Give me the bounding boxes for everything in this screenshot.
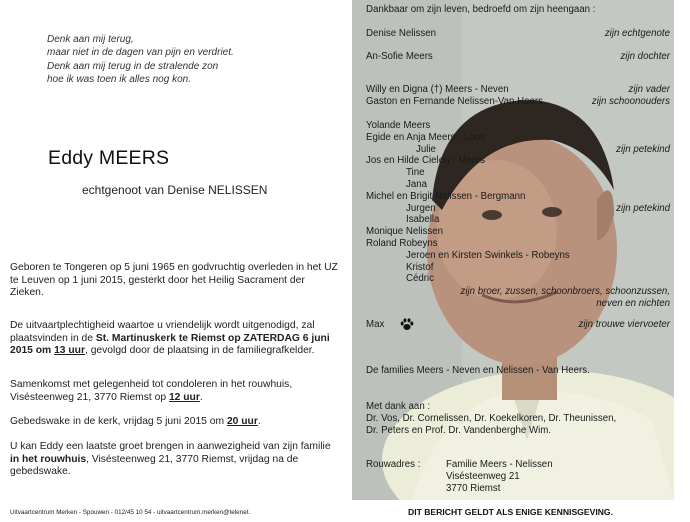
- rouwadres-family: Familie Meers - Nelissen: [446, 459, 553, 470]
- birth-paragraph: Geboren te Tongeren op 5 juni 1965 en godvruchtig overleden in het UZ te Leuven op 1 juni 2015, gesterkt door het Heilig Sacrament der Zieken.: [10, 262, 338, 299]
- family-role: zijn trouwe viervoeter: [578, 319, 670, 330]
- first-name: Eddy: [48, 147, 94, 169]
- family-name: Max: [366, 319, 385, 330]
- family-name: Tine: [406, 167, 425, 178]
- funeral-text: [10, 320, 340, 358]
- rouwadres-street: Visésteenweg 21: [446, 471, 520, 482]
- poem-line: Denk aan mij terug,: [47, 34, 134, 45]
- family-role: zijn vader: [628, 84, 670, 95]
- family-name: Denise Nelissen: [366, 28, 436, 39]
- vigil-text: [10, 416, 340, 429]
- poem-line: hoe ik was toen ik alles nog kon.: [47, 74, 191, 86]
- family-role: zijn schoonouders: [591, 96, 670, 107]
- right-page: [352, 0, 690, 522]
- family-row: Michel en Brigit Nelissen - Bergmann: [366, 191, 526, 202]
- deceased-name: [48, 147, 169, 170]
- family-role: zijn petekind: [616, 203, 670, 214]
- siblings-role: neven en nichten: [596, 298, 670, 309]
- farewell-outro: , Visésteenweg 21, 3770 Riemst, vrijdag na de gebedswake.: [10, 453, 299, 478]
- family-role: zijn petekind: [616, 144, 670, 155]
- family-name: Julie: [416, 144, 436, 155]
- last-name: MEERS: [98, 147, 170, 169]
- families-line: De families Meers - Neven en Nelissen - Van Heers.: [366, 365, 590, 376]
- funeral-church: St. Martinuskerk te Riemst op ZATERDAG 6 juni 2015 om: [10, 332, 330, 357]
- farewell-intro: U kan Eddy een laatste groet brengen in aanwezigheid van zijn familie: [10, 441, 331, 452]
- thanks-line: Dr. Vos, Dr. Cornelissen, Dr. Koekelkoren, Dr. Theunissen,: [366, 413, 617, 424]
- thanks-line: Dr. Peters en Prof. Dr. Vandenberghe Wim.: [366, 425, 552, 436]
- poem-line: Denk aan mij terug in de stralende zon: [47, 60, 219, 72]
- funeral-intro: De uitvaartplechtigheid waartoe u vriendelijk wordt uitgenodigd, zal plaatsvinden in de: [10, 320, 315, 344]
- rouwadres-line: [366, 459, 670, 471]
- birth-text: [10, 262, 340, 300]
- poem: [47, 33, 234, 87]
- spouse-prefix: echtgenoot van Denise: [82, 183, 205, 197]
- funeral-paragraph: [10, 320, 340, 358]
- vigil-paragraph: [10, 416, 340, 429]
- family-row: Roland Robeyns: [366, 238, 438, 249]
- gathering-paragraph: [10, 379, 340, 404]
- funeral-hour: 13 uur: [54, 345, 85, 357]
- rouwadres-label: Rouwadres :: [366, 459, 421, 470]
- family-role: zijn dochter: [620, 51, 670, 62]
- poem-line: maar niet in de dagen van pijn en verdriet.: [47, 47, 234, 59]
- family-name: Willy en Digna (†) Meers - Neven: [366, 84, 509, 95]
- family-row: [366, 51, 670, 63]
- family-row: Yolande Meers: [366, 120, 431, 131]
- notice-footer: DIT BERICHT GELDT ALS ENIGE KENNISGEVING.: [408, 507, 613, 517]
- family-row: [366, 96, 670, 108]
- family-name: Gaston en Fernande Nelissen-Van Heers: [366, 96, 543, 107]
- rouwadres-city: 3770 Riemst: [446, 483, 501, 494]
- family-name: Jurgen: [406, 203, 436, 214]
- gathering-hour: 12 uur: [168, 391, 200, 403]
- farewell-location: in het rouwhuis: [10, 453, 87, 465]
- siblings-role: zijn broer, zussen, schoonbroers, schoonzussen,: [460, 286, 670, 297]
- family-row: Jos en Hilde Cielen - Meers: [366, 155, 485, 166]
- family-name: Jeroen en Kirsten Swinkels - Robeyns: [406, 250, 570, 261]
- intro-line: Dankbaar om zijn leven, bedroefd om zijn heengaan :: [366, 4, 596, 15]
- family-name: Kristof: [406, 262, 434, 273]
- thanks-title: Met dank aan :: [366, 401, 431, 412]
- funeral-outro: , gevolgd door de plaatsing in de familiegrafkelder.: [84, 345, 315, 357]
- gathering-intro: Samenkomst met gelegenheid tot condoleren in het rouwhuis, Visésteenweg 21, 3770 Riemst op: [10, 379, 293, 403]
- family-name: Isabella: [406, 214, 440, 225]
- spouse-line: [82, 183, 267, 197]
- family-row: [366, 28, 670, 40]
- family-role: zijn echtgenote: [604, 28, 670, 39]
- gathering-text: [10, 379, 340, 404]
- farewell-text: [10, 441, 340, 479]
- gathering-outro: .: [199, 391, 203, 403]
- farewell-paragraph: [10, 441, 340, 479]
- paw-icon: [400, 317, 414, 331]
- vigil-outro: .: [257, 416, 261, 427]
- vigil-intro: Gebedswake in de kerk, vrijdag 5 juni 2015 om: [10, 416, 227, 427]
- family-row: Monique Nelissen: [366, 226, 444, 237]
- funeral-home-footer: Uitvaartcentrum Merken - Spouwen - 012/45 10 54 - uitvaartcentrum.merken@telenet.: [10, 509, 251, 516]
- family-name: Jana: [406, 179, 428, 190]
- family-row: [366, 84, 670, 96]
- family-name: Cédric: [406, 273, 434, 284]
- family-name: An-Sofie Meers: [366, 51, 433, 62]
- spouse-last-name: NELISSEN: [208, 183, 268, 197]
- family-row: Egide en Anja Meers - Loos: [366, 132, 486, 143]
- vigil-hour: 20 uur: [226, 416, 258, 427]
